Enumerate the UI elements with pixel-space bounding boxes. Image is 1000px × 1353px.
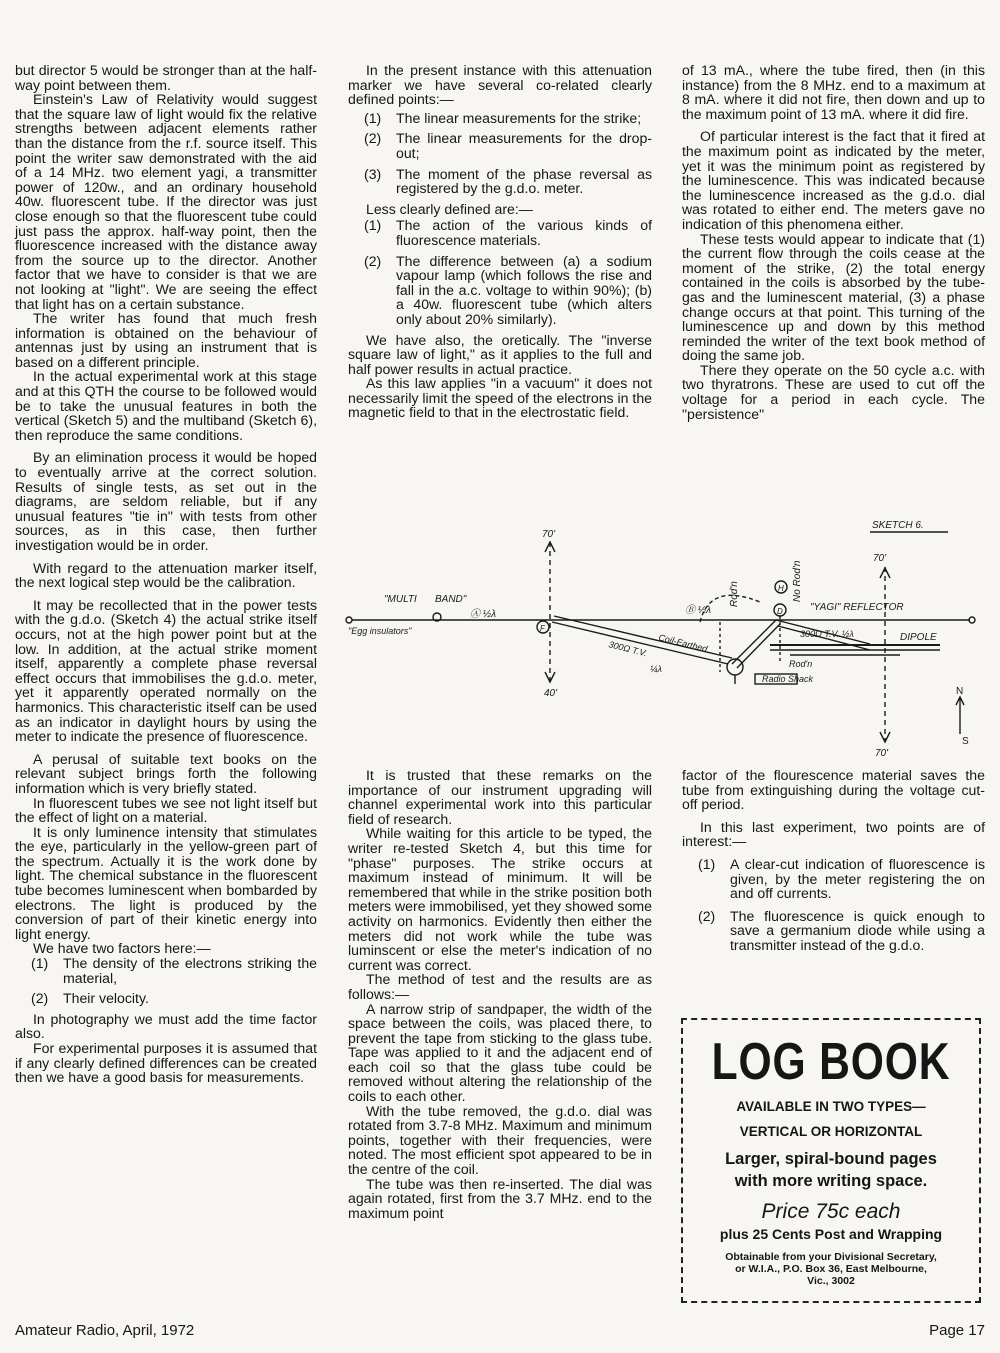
column-2-upper	[348, 63, 652, 420]
list-item	[348, 111, 652, 126]
paragraph: While waiting for this article to be typed, the writer re-tested Sketch 4, but this time for "phase" purposes. The strike occurs at maximum instead of minimum. It will be remembered that while in the strike position both meters were immobilised, yet they showed some activity on harmonics. Evidently then either the meters did not work while the tube was luminscent or else the meter's indication of no current was correct.	[348, 825, 652, 973]
paragraph: By an elimination process it would be hoped to eventually arrive at the correct solution. Results of single tests, as set out in the diagrams, are seldom reliable, but if any unusual features "tie in" with tests from other sources, as in this case, then further investigation would be in order.	[15, 449, 317, 553]
paragraph: It is trusted that these remarks on the importance of our instrument upgrading will channel experimental work into this particular field of research.	[348, 767, 652, 827]
item-number: (1)	[31, 955, 49, 972]
paragraph: The writer has found that much fresh information is obtained on the behaviour of antennas just by using an instrument that is based on a different principle.	[15, 310, 317, 370]
paragraph: Einstein's Law of Relativity would suggest that the square law of light would fix the relative strengths between adjacent elements rather than the distance from the r.f. source itself. This point the writer saw demonstrated with the aid of a 14 MHz. two element yagi, a transmitter power of 120w., and an ordinary household 40w. fluorescent tube. If the director was just close enough so that the fluorescent tube could just pass the approx. half-way point, then the fluorescence increased with the distance away from the source up to the director. Another factor that we have to consider is that we are not looking at "light". We are seeing the effect that light has on a certain substance.	[15, 91, 317, 312]
label-40: 40'	[544, 688, 558, 699]
label-rodn-low: Rod'n	[789, 659, 813, 669]
item-text: The moment of the phase reversal as registered by the g.d.o. meter.	[396, 165, 652, 197]
paragraph: In fluorescent tubes we see not light itself but the effect of light on a material.	[15, 794, 317, 826]
list-item	[682, 909, 985, 953]
column-2-lower	[348, 768, 652, 1220]
log-book-advert	[681, 1018, 981, 1303]
column-3-upper	[682, 63, 985, 421]
factor-list	[15, 956, 317, 1006]
list-item	[348, 167, 652, 196]
paragraph: In this last experiment, two points are of interest:—	[682, 818, 985, 850]
item-number: (2)	[364, 252, 382, 269]
label-band: BAND"	[435, 594, 467, 605]
paragraph: A narrow strip of sandpaper, the width of the space between the coils, was placed there, to prevent the tape from sticking to the glass tube. Tape was applied to it and the adjacent end of each coil so that the glass tube could be removed without altering the relationship of the coils to each other.	[348, 1000, 652, 1105]
item-number: (2)	[698, 907, 716, 924]
advert-obtain-line: Obtainable from your Divisional Secretary,	[725, 1251, 937, 1263]
paragraph: In the actual experimental work at this stage and at this QTH the course to be followed would be to take the unusual features in both the vertical (Sketch 5) and the multiband (Sketch 6), then reproduce the same conditions.	[15, 368, 317, 443]
paragraph: These tests would appear to indicate that (1) the current flow through the coils cease at the moment of the strike, (2) the total energy contained in the coils is absorbed by the tube-gas and the luminescent material, (3) a phase change occurs at that point. This turning of the luminescence up and down by this method reminded the writer of the text book method of doing the same job.	[682, 230, 985, 364]
item-text: Their velocity.	[63, 990, 149, 1007]
paragraph: The method of test and the results are as follows:—	[348, 971, 652, 1002]
label-d: D	[777, 607, 783, 616]
item-number: (2)	[31, 990, 49, 1007]
label-a-half: Ⓐ ½λ	[470, 609, 497, 620]
item-text: A clear-cut indication of fluorescence is given, by the meter registering the on and off currents.	[730, 855, 985, 902]
label-coil-earthed: Coil-Earthed.	[657, 632, 711, 655]
paragraph: For experimental purposes it is assumed that if any clearly defined differences can be created then we have a good basis for measurements.	[15, 1040, 317, 1086]
paragraph: It is only luminence intensity that stimulates the eye, particularly in the yellow-green part of the spectrum. Actually it is the work done by light. The chemical substance in the fluorescent tube becomes luminescent when bombarded by electrons. The light is produced by the conversion of part of their kinetic energy into light energy.	[15, 823, 317, 942]
sketch-title: SKETCH 6.	[872, 520, 924, 531]
label-70-left: 70'	[542, 529, 556, 540]
advert-line: Larger, spiral-bound pages	[725, 1150, 937, 1168]
item-number: (1)	[364, 109, 382, 126]
paragraph: Of particular interest is the fact that it fired at the maximum point as indicated by the meter, yet it was the minimum point as registered by the luminescence. This was indicated because the luminescence increased as the g.d.o. dial was rotated to either end. The meters gave no indication of this phenomena either.	[682, 128, 985, 232]
paragraph: With the tube removed, the g.d.o. dial was rotated from 3.7-8 MHz. Maximum and minimum points, together with their frequencies, were noted. The most efficient spot appeared to be in the centre of the coil.	[348, 1102, 652, 1178]
less-clear-points-list	[348, 218, 652, 326]
paragraph: A perusal of suitable text books on the relevant subject brings forth the following information which is very briefly stated.	[15, 750, 317, 796]
column-3-lower	[682, 768, 985, 959]
advert-line: VERTICAL OR HORIZONTAL	[739, 1124, 923, 1139]
label-tv300-left: 300Ω T.V.	[607, 639, 649, 659]
label-f: F	[540, 624, 545, 633]
advert-obtain-line: or W.I.A., P.O. Box 36, East Melbourne,	[735, 1263, 927, 1275]
label-radio-shack: Radio Shack	[762, 674, 814, 684]
list-item	[348, 218, 652, 247]
item-text: The difference between (a) a sodium vapour lamp (which follows the rise and fall in the a.c. voltage to within 90%); (b) a 40w. fluorescent tube (which alters only about 20% similarly).	[396, 252, 652, 327]
list-item	[15, 991, 317, 1006]
list-item	[682, 857, 985, 901]
item-number: (1)	[698, 855, 716, 872]
item-text: The action of the various kinds of fluorescence materials.	[396, 217, 652, 248]
paragraph: The tube was then re-inserted. The dial was again rotated, first from the 3.7 MHz. end to the maximum point	[348, 1175, 652, 1221]
paragraph: but director 5 would be stronger than at the half-way point between them.	[15, 62, 317, 93]
advert-line: AVAILABLE IN TWO TYPES—	[736, 1099, 926, 1114]
item-text: The linear measurements for the strike;	[396, 109, 642, 126]
item-number: (3)	[364, 165, 382, 182]
advert-line: with more writing space.	[734, 1172, 928, 1190]
label-b-half: Ⓑ ½λ	[685, 605, 712, 616]
list-item	[348, 254, 652, 327]
label-egg: "Egg insulators"	[348, 626, 412, 636]
paragraph: It may be recollected that in the power tests with the g.d.o. (Sketch 4) the actual strike itself occurs, not at the high power point but at the low. In addition, at the actual strike moment itself, apparently a complete phase reversal effect occurs that immobilises the g.d.o. meter, yet it apparently operated normally on the harmonics. This characteristic itself can be used as an indicator in daylight hours by using the meter to indicate the presence of fluorescence.	[15, 596, 317, 745]
advert-obtain-line: Vic., 3002	[807, 1275, 855, 1287]
item-number: (2)	[364, 130, 382, 147]
interest-points-list	[682, 857, 985, 953]
advert-title: LOG BOOK	[711, 1033, 951, 1091]
item-number: (1)	[364, 217, 382, 234]
paragraph: There they operate on the 50 cycle a.c. with two thyratrons. These are used to cut off the voltage for a period in each cycle. The "persistence"	[682, 361, 985, 422]
item-text: The density of the electrons striking the material,	[63, 955, 317, 986]
label-h: H	[778, 584, 784, 593]
label-dipole: DIPOLE	[900, 632, 937, 643]
clear-points-list	[348, 111, 652, 196]
footer-page-number: Page 17	[929, 1322, 985, 1339]
subheading: Less clearly defined are:—	[366, 200, 533, 217]
advert-postage: plus 25 Cents Post and Wrapping	[719, 1226, 943, 1242]
column-1	[15, 63, 317, 1085]
item-text: The fluorescence is quick enough to save a germanium diode while using a transmitter instead of the g.d.o.	[730, 907, 985, 953]
compass-n: N	[956, 686, 964, 697]
label-tv300-right: 300Ω T.V. ½λ	[800, 629, 854, 639]
paragraph: In photography we must add the time factor also.	[15, 1010, 317, 1042]
label-yagi: "YAGI" REFLECTOR	[810, 602, 904, 613]
paragraph: of 13 mA., where the tube fired, then (in this instance) from the 8 MHz. end to a maximum at 8 mA. where it did not fire, then down and up to the maximum point of 13 mA. where it did fire.	[682, 62, 985, 122]
advert-obtain	[683, 1251, 979, 1287]
label-no-rodn: No Rod'n	[792, 560, 803, 602]
list-item	[15, 956, 317, 985]
paragraph: We have two factors here:—	[33, 940, 211, 957]
paragraph: We have also, the oretically. The "inverse square law of light," as it applies to the full and half power results in actual practice.	[348, 331, 652, 377]
label-70-right: 70'	[873, 553, 887, 564]
sketch-6-diagram	[340, 512, 990, 762]
advert-price: Price 75c each	[761, 1200, 901, 1223]
list-item	[348, 131, 652, 160]
label-multi: "MULTI	[384, 594, 417, 605]
paragraph: As this law applies "in a vacuum" it does not necessarily limit the speed of the electrons in the magnetic field to that in the electrostatic field.	[348, 375, 652, 421]
feeder-line	[732, 620, 776, 664]
footer-publication: Amateur Radio, April, 1972	[15, 1322, 195, 1339]
item-text: The linear measurements for the drop-out;	[396, 130, 652, 161]
insulator	[346, 617, 352, 623]
paragraph: In the present instance with this attenuation marker we have several co-related clearly defined points:—	[348, 62, 652, 108]
paragraph: factor of the flourescence material saves the tube from extinguishing during the voltage cut-off period.	[682, 767, 985, 813]
compass-s: S	[962, 736, 969, 747]
label-70-bottom: 70'	[875, 748, 889, 759]
paragraph: With regard to the attenuation marker itself, the next logical step would be the calibration.	[15, 559, 317, 591]
label-quarter: ¼λ	[650, 664, 662, 674]
label-rodn-top: Rod'n	[729, 581, 740, 607]
